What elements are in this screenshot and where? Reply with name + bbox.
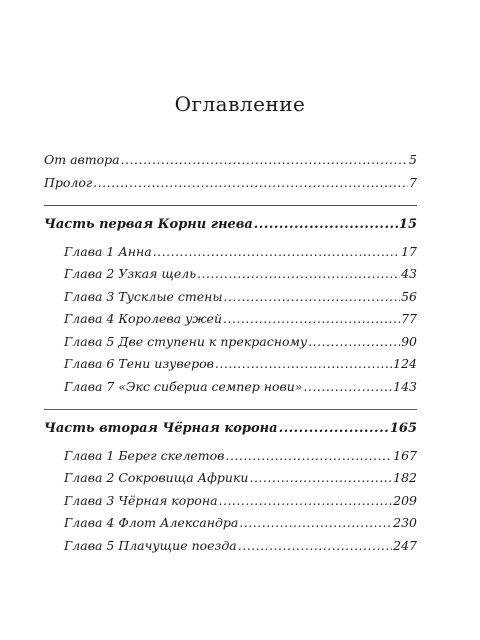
toc-chapter[interactable] xyxy=(44,470,417,493)
dot-leader xyxy=(93,175,408,190)
toc-chapter-label: Глава 4 Флот Александра xyxy=(64,515,239,530)
dot-leader xyxy=(121,152,408,167)
toc-chapter-page: 209 xyxy=(393,492,417,508)
toc-chapter-page: 17 xyxy=(401,243,417,259)
dot-leader xyxy=(225,448,392,463)
toc-chapter[interactable] xyxy=(44,493,417,516)
toc-part-page: 15 xyxy=(398,217,417,232)
toc-entry-prologue[interactable] xyxy=(44,175,417,198)
toc-part-page: 165 xyxy=(389,421,417,436)
toc-chapter-label: Глава 5 Плачущие поезда xyxy=(64,537,237,553)
toc-chapter-label: Глава 6 Тени изуверов xyxy=(64,356,214,371)
toc-chapter-page: 167 xyxy=(393,447,417,463)
toc-chapter-page: 56 xyxy=(401,288,417,304)
toc-entry-from-author[interactable] xyxy=(44,152,417,175)
toc-chapter[interactable] xyxy=(44,356,417,379)
dot-leader xyxy=(197,266,400,281)
section-divider xyxy=(44,409,417,410)
toc-chapter-page: 43 xyxy=(401,266,417,281)
toc-entry-label: Пролог xyxy=(44,174,93,190)
toc-chapter-page: 143 xyxy=(393,378,417,394)
toc-chapter-label: Глава 3 Чёрная корона xyxy=(64,492,218,508)
toc-chapter-label: Глава 5 Две ступени к прекрасному xyxy=(64,333,308,349)
toc-part-1[interactable] xyxy=(44,217,417,240)
toc-chapter-label: Глава 1 Анна xyxy=(64,243,152,259)
toc-chapter[interactable] xyxy=(44,289,417,312)
toc-chapter-label: Глава 2 Сокровища Африки xyxy=(64,470,249,485)
toc-chapter[interactable] xyxy=(44,515,417,538)
toc-chapter[interactable] xyxy=(44,244,417,267)
dot-leader xyxy=(254,217,398,232)
dot-leader xyxy=(303,379,392,394)
toc-chapter-page: 247 xyxy=(393,537,417,553)
dot-leader xyxy=(238,538,392,553)
toc-chapter-page: 182 xyxy=(393,470,417,485)
table-of-contents xyxy=(44,152,417,560)
section-divider xyxy=(44,205,417,206)
toc-chapter[interactable] xyxy=(44,448,417,471)
toc-chapter-page: 77 xyxy=(401,311,417,326)
toc-chapter[interactable] xyxy=(44,334,417,357)
toc-chapter-page: 90 xyxy=(401,333,417,349)
dot-leader xyxy=(223,311,400,326)
dot-leader xyxy=(249,470,392,485)
toc-chapter-label: Глава 2 Узкая щель xyxy=(64,266,197,281)
toc-entry-page: 7 xyxy=(409,174,417,190)
toc-part-label: Часть вторая Чёрная корона xyxy=(44,421,278,436)
dot-leader xyxy=(215,356,392,371)
toc-chapter-label: Глава 4 Королева ужей xyxy=(64,311,223,326)
dot-leader xyxy=(153,244,400,259)
toc-entry-label: От автора xyxy=(44,152,120,167)
dot-leader xyxy=(239,515,392,530)
toc-entry-page: 5 xyxy=(409,152,417,167)
page-title: Оглавление xyxy=(174,92,306,116)
toc-chapter[interactable] xyxy=(44,538,417,561)
toc-chapter[interactable] xyxy=(44,266,417,289)
toc-chapter-label: Глава 7 «Экс сибериа семпер нови» xyxy=(64,378,303,394)
dot-leader xyxy=(279,421,389,436)
toc-chapter[interactable] xyxy=(44,379,417,402)
toc-chapter[interactable] xyxy=(44,311,417,334)
toc-chapter-label: Глава 1 Берег скелетов xyxy=(64,447,225,463)
toc-part-label: Часть первая Корни гнева xyxy=(44,217,253,232)
toc-chapter-page: 230 xyxy=(393,515,417,530)
toc-chapter-page: 124 xyxy=(393,356,417,371)
toc-chapter-label: Глава 3 Тусклые стены xyxy=(64,288,223,304)
dot-leader xyxy=(219,493,393,508)
dot-leader xyxy=(308,334,400,349)
dot-leader xyxy=(224,289,401,304)
toc-part-2[interactable] xyxy=(44,421,417,444)
